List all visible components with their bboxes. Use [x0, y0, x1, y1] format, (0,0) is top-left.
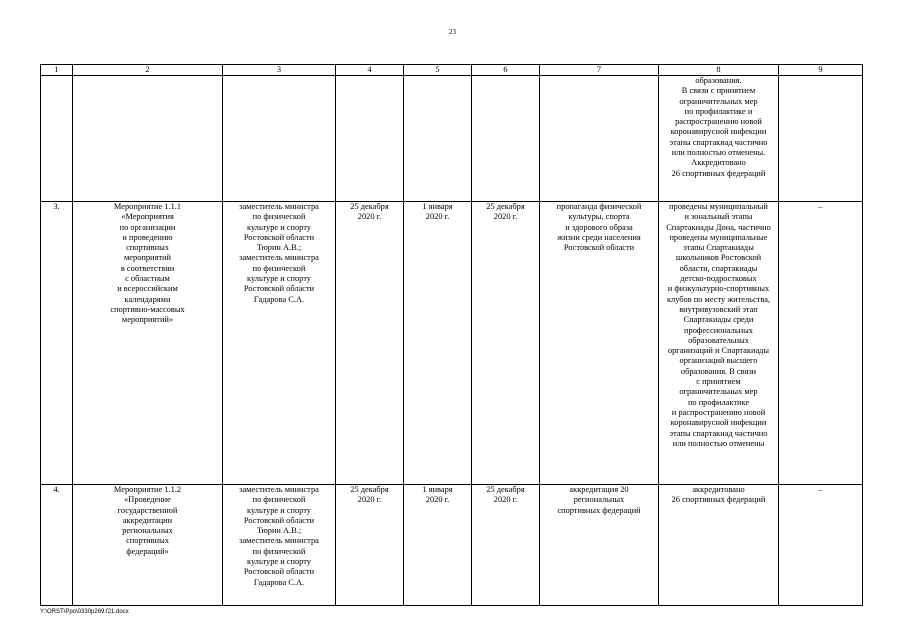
- header-cell: 3: [223, 65, 336, 76]
- activity-cell: Мероприятие 1.1.2 «Проведение государственной аккредитации региональных спортивных федераций»: [73, 485, 223, 606]
- header-row: [41, 65, 863, 76]
- row-number-cell: 3.: [41, 202, 73, 485]
- header-cell: 8: [659, 65, 779, 76]
- expected-result-cell: аккредитация 20 региональных спортивных федераций: [540, 485, 659, 606]
- table-cell: [404, 76, 472, 202]
- header-cell: 7: [540, 65, 659, 76]
- file-path-footer: Y:\ORST\Ppo\0330p269.f21.docx: [40, 609, 129, 615]
- notes-cell: –: [779, 202, 863, 485]
- table-cell: образования. В связи с принятием ограничительных мер по профилактике и распространению новой коронавирусной инфекции этапы спартакиад частично или полностью отменены. Аккредитовано 26 спортивных федераций: [659, 76, 779, 202]
- actual-result-cell: аккредитовано 26 спортивных федераций: [659, 485, 779, 606]
- expected-result-cell: пропаганда физической культуры, спорта и здорового образа жизни среди населения Ростовской области: [540, 202, 659, 485]
- header-cell: 9: [779, 65, 863, 76]
- table-row: [41, 485, 863, 606]
- row-number-cell: 4.: [41, 485, 73, 606]
- responsible-cell: заместитель министра по физической культуре и спорту Ростовской области Тюрин А.В.; заместитель министра по физической культуре и спорту Ростовской области Гадарова С.А.: [223, 202, 336, 485]
- header-cell: 4: [336, 65, 404, 76]
- responsible-cell: заместитель министра по физической культуре и спорту Ростовской области Тюрин А.В.; заместитель министра по физической культуре и спорту Ростовской области Гадарова С.А.: [223, 485, 336, 606]
- date-cell: 1 января 2020 г.: [404, 485, 472, 606]
- date-cell: 25 декабря 2020 г.: [336, 202, 404, 485]
- header-cell: 6: [472, 65, 540, 76]
- table-cell: [223, 76, 336, 202]
- header-cell: 1: [41, 65, 73, 76]
- table-cell: [41, 76, 73, 202]
- table-cell: [779, 76, 863, 202]
- table-row: [41, 202, 863, 485]
- date-cell: 25 декабря 2020 г.: [472, 202, 540, 485]
- table-cell: [336, 76, 404, 202]
- table-row: [41, 76, 863, 202]
- report-table: [40, 64, 863, 606]
- notes-cell: –: [779, 485, 863, 606]
- page-number: 23: [449, 28, 456, 36]
- actual-result-cell: проведены муниципальный и зональный этапы Спартакиады Дона, частично проведены муниципальные этапы Спартакиады школьников Ростовской области, спартакиады детско-подростковых и физкультурно-спортивных клубов по месту жительства, внутривузовский этап Спартакиады среди профессиональных образовательных организаций и Спартакиады организаций высшего образования. В связи с принятием ограничительных мер по профилактике и распространению новой коронавирусной инфекции этапы спартакиад частично или полностью отменены: [659, 202, 779, 485]
- header-cell: 5: [404, 65, 472, 76]
- date-cell: 25 декабря 2020 г.: [336, 485, 404, 606]
- table-cell: [472, 76, 540, 202]
- table-cell: [73, 76, 223, 202]
- activity-cell: Мероприятие 1.1.1 «Мероприятия по организации и проведению спортивных мероприятий в соответствии с областным и всероссийским календарями спортивно-массовых мероприятий»: [73, 202, 223, 485]
- header-cell: 2: [73, 65, 223, 76]
- date-cell: 1 января 2020 г.: [404, 202, 472, 485]
- table-cell: [540, 76, 659, 202]
- date-cell: 25 декабря 2020 г.: [472, 485, 540, 606]
